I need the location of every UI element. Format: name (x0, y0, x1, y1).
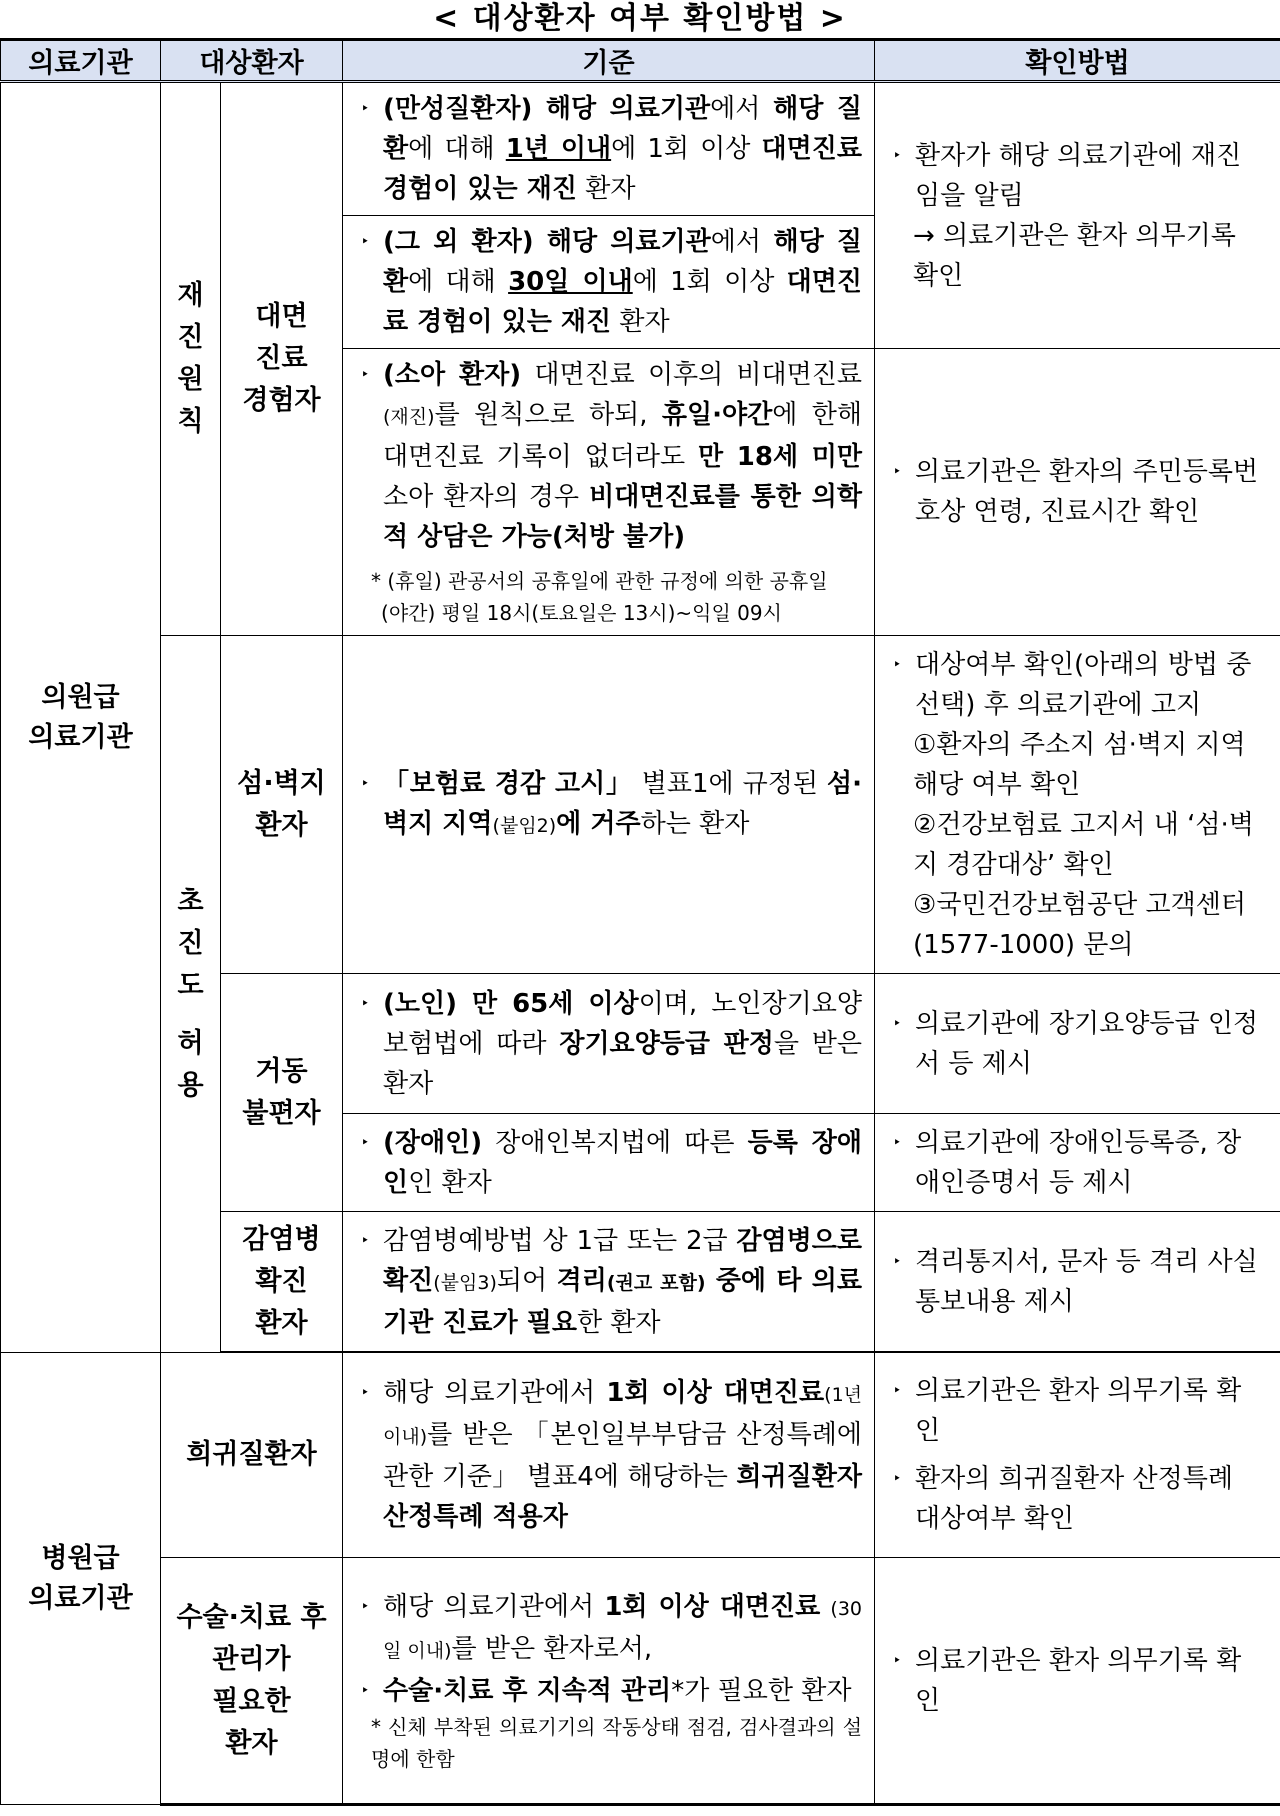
criteria-island: ‣ 「보험료 경감 고시」 별표1에 규정된 섬·벽지 지역(붙임2)에 거주하는 환자 (343, 636, 875, 974)
bullet-icon: ‣ (361, 234, 370, 250)
criteria-surgery: ‣ 해당 의료기관에서 1회 이상 대면진료 (30일 이내)를 받은 환자로서, ‣ 수술·치료 후 지속적 관리*가 필요한 환자 * 신체 부착된 의료기기의 작동상태 점검, 검사결과의 설명에 한함 (343, 1558, 875, 1805)
criteria-elderly: ‣ (노인) 만 65세 이상이며, 노인장기요양보험법에 따라 장기요양등급 판정을 받은 환자 (343, 974, 875, 1114)
f2f-experienced-label: 대면 진료 경험자 (221, 82, 343, 636)
bullet-icon: ‣ (361, 1134, 370, 1151)
criteria-child: ‣ (소아 환자) 대면진료 이후의 비대면진료(재진)를 원칙으로 하되, 휴일·야간에 한해 대면진료 기록이 없더라도 만 18세 미만 소아 환자의 경우 비대면진료를 통한 의학적 상담은 가능(처방 불가) * (휴일) 관공서의 공휴일에 관한 규정에 의한 공휴일 (야간) 평일 18시(토요일은 13시)~익일 09시 (343, 349, 875, 636)
bullet-icon: ‣ (893, 1383, 902, 1399)
bullet-icon: ‣ (893, 1134, 902, 1151)
criteria-chronic: ‣ (만성질환자) 해당 의료기관에서 해당 질환에 대해 1년 이내에 1회 이상 대면진료 경험이 있는 재진 환자 (343, 82, 875, 216)
method-child: ‣ 의료기관은 환자의 주민등록번호상 연령, 진료시간 확인 (875, 349, 1280, 636)
method-infectious: ‣ 격리통지서, 문자 등 격리 사실 통보내용 제시 (875, 1212, 1280, 1352)
bullet-icon: ‣ (361, 1385, 370, 1401)
table-row (1, 82, 1280, 216)
bullet-icon: ‣ (893, 1471, 902, 1487)
header-institution: 의료기관 (1, 40, 161, 82)
bullet-icon: ‣ (361, 101, 370, 117)
method-island: ‣ 대상여부 확인(아래의 방법 중 선택) 후 의료기관에 고지 ①환자의 주소지 섬·벽지 지역 해당 여부 확인 ②건강보험료 고지서 내 ‘섬·벽지 경감대상’ 확인 ③국민건강보험공단 고객센터 (1577-1000) 문의 (875, 636, 1280, 974)
header-method: 확인방법 (875, 40, 1280, 82)
bullet-icon: ‣ (893, 147, 902, 164)
method-revisit: ‣ 환자가 해당 의료기관에 재진임을 알림 → 의료기관은 환자 의무기록 확인 (875, 82, 1280, 349)
bullet-icon: ‣ (361, 367, 370, 383)
method-surgery: ‣ 의료기관은 환자 의무기록 확인 (875, 1558, 1280, 1805)
island-patient-label: 섬·벽지 환자 (221, 636, 343, 974)
page-title: < 대상환자 여부 확인방법 > (433, 1, 847, 36)
bullet-icon: ‣ (893, 464, 902, 480)
bullet-icon: ‣ (361, 1682, 370, 1699)
method-disabled: ‣ 의료기관에 장애인등록증, 장애인증명서 등 제시 (875, 1114, 1280, 1212)
first-visit-allowed-label: 초 진 도 허 용 (161, 636, 221, 1353)
table-row (1, 1558, 1280, 1805)
revisit-principle-label: 재 진 원 칙 (161, 82, 221, 636)
criteria-other: ‣ (그 외 환자) 해당 의료기관에서 해당 질환에 대해 30일 이내에 1회 이상 대면진료 경험이 있는 재진 환자 (343, 216, 875, 349)
criteria-rare: ‣ 해당 의료기관에서 1회 이상 대면진료(1년 이내)를 받은 「본인일부부담금 산정특례에 관한 기준」 별표4에 해당하는 희귀질환자 산정특례 적용자 (343, 1353, 875, 1558)
header-criteria: 기준 (343, 40, 875, 82)
bullet-icon: ‣ (361, 1598, 370, 1615)
criteria-infectious: ‣ 감염병예방법 상 1급 또는 2급 감염병으로 확진(붙임3)되어 격리(권고 포함) 중에 타 의료기관 진료가 필요한 환자 (343, 1212, 875, 1352)
clinic-label: 의원급 의료기관 (1, 82, 161, 1353)
criteria-disabled: ‣ (장애인) 장애인복지법에 따른 등록 장애인인 환자 (343, 1114, 875, 1212)
bullet-icon: ‣ (361, 775, 370, 792)
bullet-icon: ‣ (361, 995, 370, 1012)
post-surgery-label: 수술·치료 후 관리가 필요한 환자 (161, 1558, 343, 1805)
hospital-label: 병원급 의료기관 (1, 1353, 161, 1805)
footnote-holiday: * (휴일) 관공서의 공휴일에 관한 규정에 의한 공휴일 (371, 569, 828, 593)
rare-disease-label: 희귀질환자 (161, 1353, 343, 1558)
infectious-patient-label: 감염병 확진 환자 (221, 1212, 343, 1352)
footnote-night: (야간) 평일 18시(토요일은 13시)~익일 09시 (381, 601, 782, 625)
bullet-icon: ‣ (361, 1232, 370, 1249)
mobility-impaired-label: 거동 불편자 (221, 974, 343, 1212)
bullet-icon: ‣ (893, 1015, 902, 1032)
table-row (1, 1353, 1280, 1558)
table-row (1, 636, 1280, 974)
bullet-icon: ‣ (893, 656, 902, 673)
bullet-icon: ‣ (893, 1253, 902, 1270)
method-elderly: ‣ 의료기관에 장기요양등급 인정서 등 제시 (875, 974, 1280, 1114)
footnote-device: * 신체 부착된 의료기기의 작동상태 점검, 검사결과의 설명에 한함 (371, 1714, 863, 1771)
table-header-row (1, 40, 1280, 82)
patient-check-table (0, 38, 1280, 1806)
bullet-icon: ‣ (893, 1652, 902, 1669)
method-rare: ‣ 의료기관은 환자 의무기록 확인 ‣ 환자의 희귀질환자 산정특례 대상여부 확인 (875, 1353, 1280, 1558)
header-patient: 대상환자 (161, 40, 343, 82)
